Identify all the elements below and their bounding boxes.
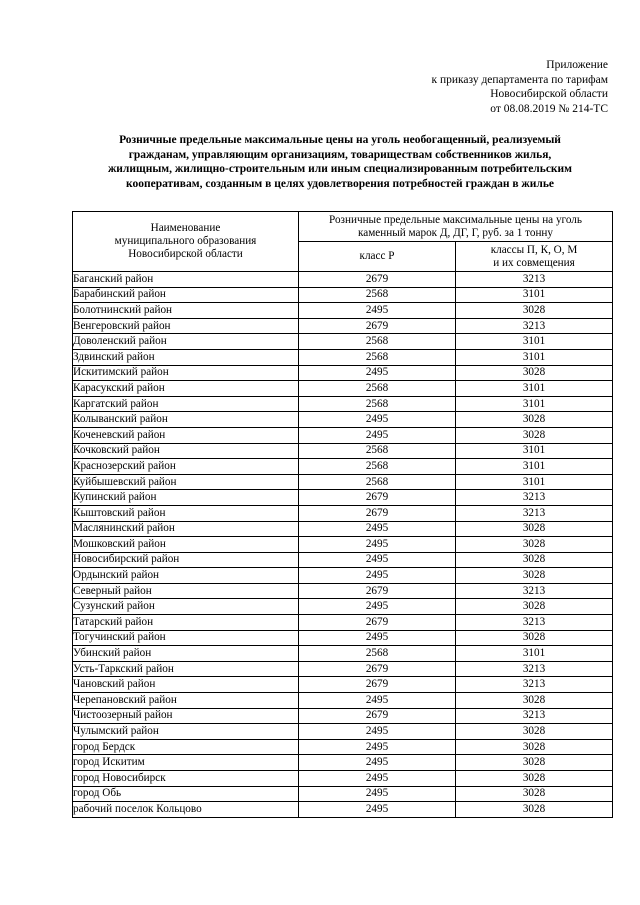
price-class-other: 3213 [456, 661, 613, 677]
price-class-r: 2495 [299, 599, 456, 615]
price-class-other: 3101 [456, 459, 613, 475]
price-class-r: 2679 [299, 708, 456, 724]
table-row [73, 443, 613, 459]
price-class-r: 2568 [299, 396, 456, 412]
header-municipality-line-1: Наименование [150, 222, 221, 234]
price-class-other: 3213 [456, 272, 613, 288]
municipality-name: Колыванский район [73, 412, 299, 428]
price-class-other: 3028 [456, 802, 613, 818]
table-row [73, 474, 613, 490]
price-class-r: 2495 [299, 521, 456, 537]
price-class-r: 2568 [299, 287, 456, 303]
header-prices [299, 212, 613, 242]
table-row [73, 318, 613, 334]
municipality-name: Чулымский район [73, 724, 299, 740]
price-class-r: 2679 [299, 272, 456, 288]
price-class-other: 3213 [456, 490, 613, 506]
municipality-name: Кыштовский район [73, 505, 299, 521]
price-class-r: 2495 [299, 802, 456, 818]
municipality-name: Каргатский район [73, 396, 299, 412]
table-row [73, 677, 613, 693]
municipality-name: Чистоозерный район [73, 708, 299, 724]
header-municipality [73, 212, 299, 272]
price-class-other: 3101 [456, 474, 613, 490]
document-title [70, 133, 610, 191]
municipality-name: Тогучинский район [73, 630, 299, 646]
table-row [73, 568, 613, 584]
appendix-header [431, 58, 608, 116]
table-row [73, 349, 613, 365]
table-row [73, 599, 613, 615]
municipality-name: Кочковский район [73, 443, 299, 459]
municipality-name: город Обь [73, 786, 299, 802]
table-row [73, 786, 613, 802]
price-class-r: 2495 [299, 786, 456, 802]
municipality-name: Карасукский район [73, 381, 299, 397]
municipality-name: Куйбышевский район [73, 474, 299, 490]
municipality-name: Татарский район [73, 615, 299, 631]
municipality-name: Венгеровский район [73, 318, 299, 334]
header-class-other-line-1: классы П, К, О, М [490, 243, 578, 256]
price-class-other: 3101 [456, 381, 613, 397]
municipality-name: Усть-Таркский район [73, 661, 299, 677]
appendix-date-number: от 08.08.2019 № 214-ТС [490, 102, 608, 115]
price-class-r: 2679 [299, 677, 456, 693]
table-row [73, 802, 613, 818]
header-class-other [456, 242, 613, 272]
table-row [73, 287, 613, 303]
price-class-r: 2568 [299, 646, 456, 662]
price-class-other: 3028 [456, 412, 613, 428]
municipality-name: Баганский район [73, 272, 299, 288]
table-row [73, 661, 613, 677]
table-row [73, 459, 613, 475]
price-class-r: 2495 [299, 412, 456, 428]
title-line-2: гражданам, управляющим организациям, товариществам собственников жилья, [128, 148, 552, 161]
municipality-name: Коченевский район [73, 427, 299, 443]
price-class-other: 3028 [456, 771, 613, 787]
title-line-1: Розничные предельные максимальные цены на уголь необогащенный, реализуемый [119, 134, 561, 146]
price-class-r: 2679 [299, 318, 456, 334]
price-class-r: 2495 [299, 739, 456, 755]
price-class-other: 3101 [456, 334, 613, 350]
price-class-other: 3028 [456, 552, 613, 568]
price-class-r: 2495 [299, 771, 456, 787]
price-class-other: 3028 [456, 521, 613, 537]
price-class-other: 3028 [456, 568, 613, 584]
municipality-name: Черепановский район [73, 693, 299, 709]
price-class-other: 3213 [456, 708, 613, 724]
price-class-other: 3028 [456, 537, 613, 553]
price-class-other: 3028 [456, 630, 613, 646]
table-row [73, 693, 613, 709]
price-class-r: 2568 [299, 474, 456, 490]
table-row [73, 334, 613, 350]
price-class-other: 3213 [456, 505, 613, 521]
table-row [73, 755, 613, 771]
municipality-name: Сузунский район [73, 599, 299, 615]
price-class-other: 3213 [456, 318, 613, 334]
municipality-name: Барабинский район [73, 287, 299, 303]
price-table [72, 211, 613, 818]
price-class-r: 2495 [299, 552, 456, 568]
appendix-region: Новосибирской области [490, 88, 608, 100]
municipality-name: Ордынский район [73, 568, 299, 584]
municipality-name: Маслянинский район [73, 521, 299, 537]
municipality-name: Болотнинский район [73, 303, 299, 319]
municipality-name: рабочий поселок Кольцово [73, 802, 299, 818]
price-class-other: 3028 [456, 739, 613, 755]
price-class-other: 3101 [456, 287, 613, 303]
price-class-r: 2495 [299, 755, 456, 771]
price-class-r: 2495 [299, 303, 456, 319]
price-class-r: 2495 [299, 693, 456, 709]
price-class-r: 2679 [299, 490, 456, 506]
appendix-order-ref: к приказу департамента по тарифам [431, 73, 608, 86]
price-class-other: 3028 [456, 786, 613, 802]
price-class-other: 3028 [456, 755, 613, 771]
price-class-other: 3213 [456, 583, 613, 599]
price-class-r: 2568 [299, 443, 456, 459]
header-municipality-line-3: Новосибирской области [128, 248, 243, 260]
table-row [73, 739, 613, 755]
appendix-label: Приложение [546, 59, 608, 71]
municipality-name: Доволенский район [73, 334, 299, 350]
table-row [73, 427, 613, 443]
table-row [73, 505, 613, 521]
municipality-name: Искитимский район [73, 365, 299, 381]
municipality-name: Убинский район [73, 646, 299, 662]
table-row [73, 552, 613, 568]
price-class-r: 2495 [299, 427, 456, 443]
price-class-r: 2679 [299, 615, 456, 631]
header-prices-line-1: Розничные предельные максимальные цены на уголь [329, 213, 582, 226]
price-class-r: 2495 [299, 724, 456, 740]
price-class-r: 2495 [299, 365, 456, 381]
municipality-name: город Бердск [73, 739, 299, 755]
table-header-row [73, 212, 613, 242]
header-municipality-line-2: муниципального образования [114, 235, 257, 247]
table-row [73, 724, 613, 740]
table-row [73, 365, 613, 381]
price-class-r: 2495 [299, 537, 456, 553]
title-line-4: кооперативам, созданным в целях удовлетворения потребностей граждан в жилье [125, 177, 555, 190]
table-row [73, 537, 613, 553]
price-class-r: 2568 [299, 381, 456, 397]
table-row [73, 583, 613, 599]
price-class-r: 2495 [299, 568, 456, 584]
municipality-name: Новосибирский район [73, 552, 299, 568]
price-class-other: 3101 [456, 349, 613, 365]
table-row [73, 521, 613, 537]
table-row [73, 490, 613, 506]
municipality-name: Чановский район [73, 677, 299, 693]
municipality-name: Северный район [73, 583, 299, 599]
title-line-3: жилищным, жилищно-строительным или иным специализированным потребительским [107, 163, 573, 176]
header-class-r: класс Р [299, 242, 456, 272]
price-class-other: 3101 [456, 646, 613, 662]
municipality-name: Здвинский район [73, 349, 299, 365]
municipality-name: Купинский район [73, 490, 299, 506]
table-row [73, 396, 613, 412]
table-row [73, 630, 613, 646]
municipality-name: город Новосибирск [73, 771, 299, 787]
table-row [73, 272, 613, 288]
municipality-name: Мошковский район [73, 537, 299, 553]
price-class-other: 3213 [456, 677, 613, 693]
price-class-other: 3028 [456, 427, 613, 443]
header-class-other-line-2: и их совмещения [493, 256, 575, 269]
price-class-r: 2679 [299, 583, 456, 599]
table-row [73, 771, 613, 787]
municipality-name: город Искитим [73, 755, 299, 771]
table-row [73, 708, 613, 724]
municipality-name: Краснозерский район [73, 459, 299, 475]
price-class-r: 2568 [299, 334, 456, 350]
price-class-other: 3028 [456, 365, 613, 381]
price-class-other: 3101 [456, 443, 613, 459]
price-class-other: 3028 [456, 693, 613, 709]
table-row [73, 303, 613, 319]
table-row [73, 615, 613, 631]
price-class-r: 2679 [299, 505, 456, 521]
price-class-other: 3213 [456, 615, 613, 631]
price-class-r: 2495 [299, 630, 456, 646]
price-table-body [73, 272, 613, 818]
price-class-other: 3028 [456, 599, 613, 615]
table-row [73, 412, 613, 428]
price-class-r: 2568 [299, 349, 456, 365]
header-prices-line-2: каменный марок Д, ДГ, Г, руб. за 1 тонну [357, 226, 554, 239]
price-class-r: 2679 [299, 661, 456, 677]
table-row [73, 646, 613, 662]
price-class-other: 3028 [456, 303, 613, 319]
table-row [73, 381, 613, 397]
price-class-other: 3028 [456, 724, 613, 740]
price-class-r: 2568 [299, 459, 456, 475]
price-class-other: 3101 [456, 396, 613, 412]
